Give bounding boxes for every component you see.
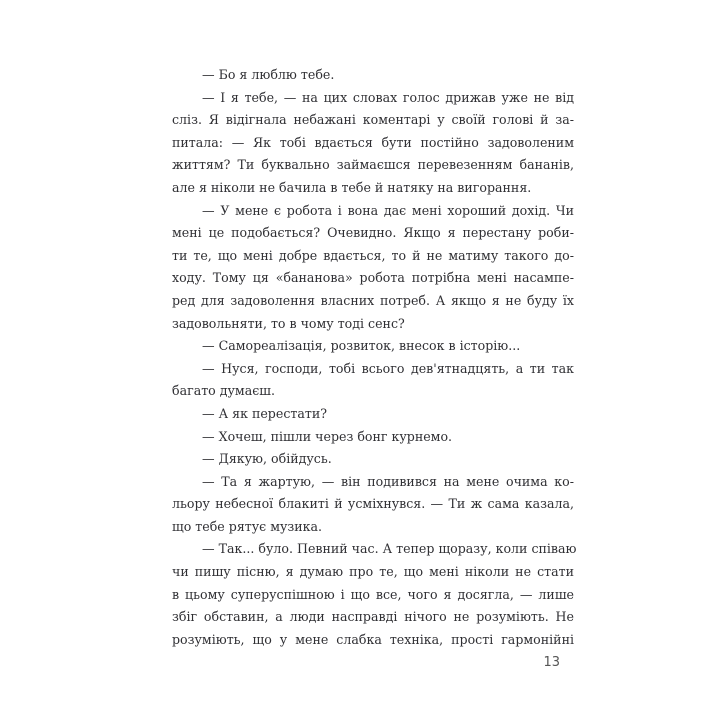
body-text [172,64,577,651]
text-line: — У мене є робота і вона дає мені хороший дохід. Чи [202,202,574,218]
text-line: — Нуся, господи, тобі всього дев'ятнадцять, а ти так [202,360,574,376]
page-number: 13 [543,655,560,670]
text-line: ти те, що мені добре вдається, то й не матиму такого до- [172,247,574,263]
text-line: що тебе рятує музика. [172,518,323,534]
text-line: — А як перестати? [202,405,327,421]
text-line: — Так... було. Певний час. А тепер щоразу, коли співаю [202,541,577,557]
text-line: — Бо я люблю тебе. [202,67,335,82]
text-line: — Дякую, обійдусь. [202,451,332,467]
text-line: задовольняти, то в чому тоді сенс? [172,315,405,331]
text-line: ходу. Тому ця «бананова» робота потрібна мені насампе- [172,270,574,286]
text-line: розуміють, що у мене слабка техніка, прості гармонійні [172,631,574,647]
text-line: — Та я жартую, — він подивився на мене очима ко- [202,473,574,489]
text-line: сліз. Я відігнала небажані коментарі у своїй голові й за- [172,112,574,128]
text-line: льору небесної блакиті й усміхнувся. — Ти ж сама казала, [172,496,574,512]
text-line: мені це подобається? Очевидно. Якщо я перестану роби- [172,225,574,241]
text-line: питала: — Як тобі вдається бути постійно задоволеним [172,134,574,150]
text-line: чи пишу пісню, я думаю про те, що мені ніколи не стати [172,564,574,580]
text-line: — Самореалізація, розвиток, внесок в історію... [202,338,521,354]
text-line: в цьому суперуспішною і що все, чого я досягла, — лише [172,586,574,602]
text-line: збіг обставин, а люди насправді нічого не розуміють. Не [172,609,574,625]
text-line: життям? Ти буквально займаєшся перевезенням бананів, [172,157,574,173]
text-line: — І я тебе, — на цих словах голос дрижав уже не від [202,89,574,105]
text-line: ред для задоволення власних потреб. А якщо я не буду їх [172,292,574,308]
text-line: — Хочеш, пішли через бонг курнемо. [202,428,453,444]
text-line: але я ніколи не бачила в тебе й натяку на вигорання. [172,179,532,195]
text-line: багато думаєш. [172,383,275,399]
